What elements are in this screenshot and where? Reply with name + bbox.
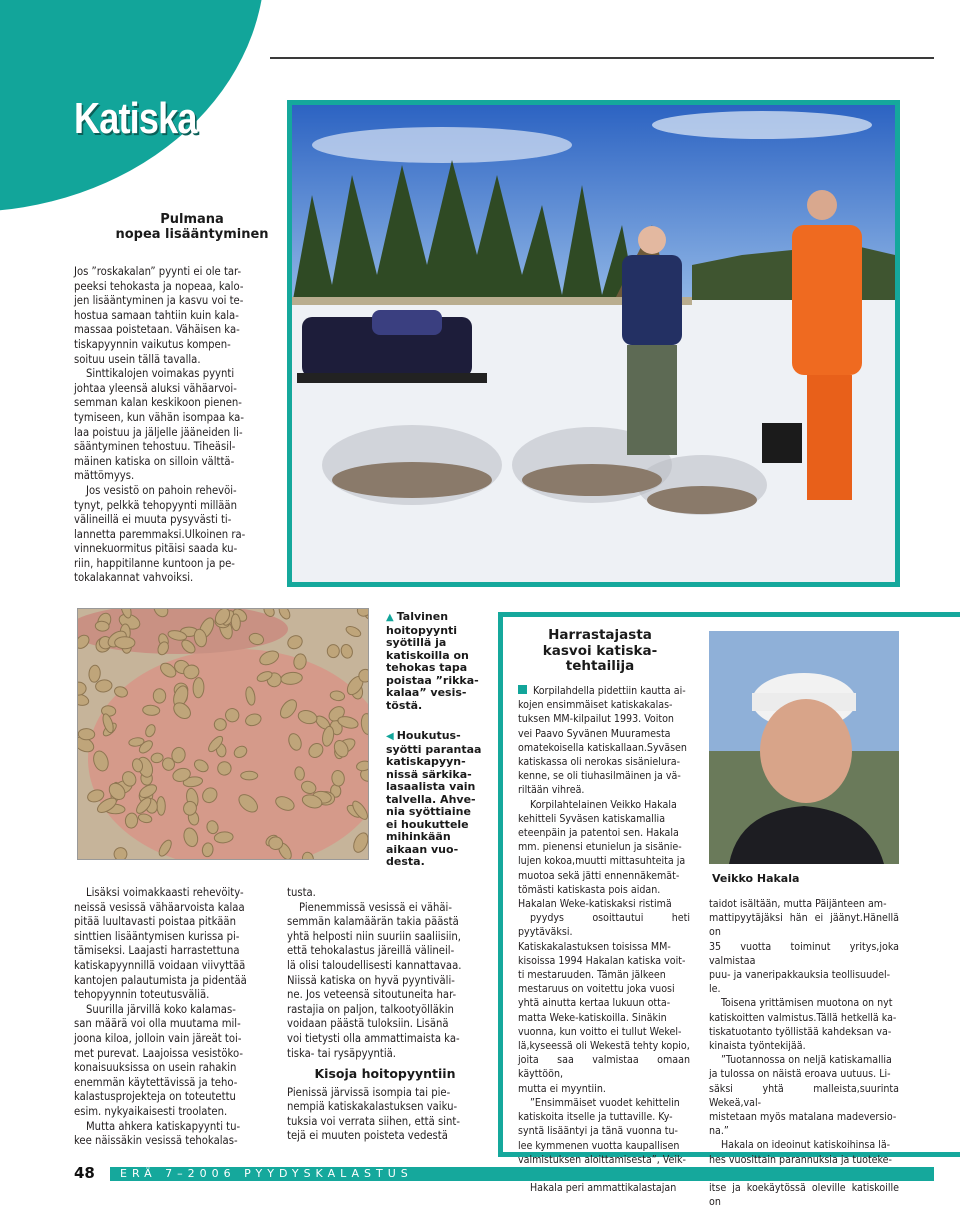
text-line: tynyt, pelkkä tehopyynti millään [74,498,237,512]
page-number: 48 [74,1164,95,1182]
text-line: tiska- tai rysäpyyntiä. [287,1046,397,1060]
text-line: syötti parantaa [386,742,482,756]
text-line: puu- ja vaneripakkauksia teollisuudel- [709,969,891,982]
text-line: syötillä ja [386,636,447,649]
text-line: tömästi katiskasta pois aidan. [518,883,661,896]
text-line: katiskoitten valmistus.Tällä hetkellä ka- [709,1011,897,1024]
footer-magazine-name: ERÄ 7–2006 PYYDYSKALASTUS [120,1167,413,1180]
text-line: Sinttikalojen voimakas pyynti [86,367,235,381]
text-line: Pienissä järvissä isompia tai pie- [287,1085,451,1099]
text-line: massaa poistetaan. Vähäisen ka- [74,323,240,337]
text-line: Pienemmissä vesissä ei vähäi- [299,900,452,914]
caption1-line: Talvinen [396,610,449,623]
text-line: semmän kalamäärän takia päästä [287,915,459,929]
text-line: aikaan vuo- [386,842,459,856]
text-line: hoitopyynti [386,623,458,637]
text-line: ja tulossa on näistä eroava uutuus. Li- [709,1068,891,1081]
text-line: rastajia on paljon, talkootyölläkin [287,1002,454,1016]
text-line: katiskoilla on [386,648,469,662]
text-line: eteenpäin ja patentoi sen. Hakala [518,827,679,840]
text-line: semman kalan keskikoon pienen- [74,396,242,410]
text-line: na.” [709,1125,729,1138]
text-line: vei Paavo Syvänen Muuramesta [518,727,671,740]
text-line: tokalakannat vahvoiksi. [74,571,194,585]
text-line: tehopyynnin toteutusväliä. [74,988,210,1002]
text-line: peeksi tehokasta ja nopeaa, kalo- [74,279,244,293]
text-line: jen lisääntyminen ja kasvu voi te- [74,294,244,308]
headline-line-1: Pulmana [160,212,224,227]
text-line: tejä ei muuten poisteta vedestä [287,1129,448,1143]
text-line: pyydys osoittautui heti pyytäväksi. [518,912,690,939]
text-line: kojen ensimmäiset katiskakalas- [518,699,673,712]
pellet [153,688,166,703]
text-line: että tehokalastus järeillä välineil- [287,944,455,958]
square-bullet-icon [518,685,527,694]
text-line: hes vuosittain parannuksia ja tuoteke- [709,1153,892,1166]
text-line: ti mestaruuden. Tämän jälkeen [518,969,666,982]
text-line: ”Tuotannossa on neljä katiskamallia [721,1054,892,1067]
text-line: talvella. Ahve- [386,792,476,806]
portrait-photo [709,631,899,864]
text-line: nia syöttiaine [386,805,471,818]
text-line: tymiseen, kun vähän isompaa ka- [74,410,244,424]
text-line: kinaista työntekijää. [709,1040,806,1053]
pellet [327,644,339,657]
text-line: mattipyytäjäksi hän ei jäänyt.Hänellä on [709,912,899,939]
text-line: kantojen palautumista ja pidentää [74,973,247,987]
sidebar-column-a [518,684,690,1195]
caption-bait [386,730,486,869]
text-line: san määrä voi olla muutama mil- [74,1017,241,1031]
sidebar-headline [512,628,688,675]
text-line: katiskapyynnillä voidaan viivyttää [74,958,246,972]
text-line: voidaan päästä tuloksiin. Lisänä [287,1017,449,1031]
text-line: lujen kokoa,muutti mittasuhteita ja [518,855,686,868]
caption-winter-fishing [386,611,486,712]
text-line: itse ja koekäytössä oleville katiskoille on [709,1182,899,1209]
text-line: mutta ei myyntiin. [518,1082,606,1095]
text-line: taidot isältään, mutta Päijänteen am- [709,898,887,910]
text-line: katiskapyyn- [386,755,466,768]
text-line: Katiskakalastuksen toisissa MM- [518,940,671,953]
text-line: mm. pienensi etunielun ja sisänie- [518,841,682,854]
text-line: omatekoisella katiskallaan.Syväsen [518,741,687,754]
text-line: Hakala on ideoinut katiskoihinsa lä- [721,1139,891,1152]
text-line: Mutta ahkera katiskapyynti tu- [86,1119,241,1133]
text-line: matta Weke-katiskoilla. Sinäkin [518,1011,667,1024]
text-line: nempiä katiskakalastuksen vaiku- [287,1100,458,1114]
caption2-line: Houkutus- [396,729,461,742]
text-line: Toisena yrittämisen muotona on nyt [721,997,893,1010]
text-line: syntä lisääntyi ja tänä vuonna tu- [518,1125,678,1138]
pellet-photo [77,608,369,860]
text-line: ne. Jos veteensä sitoutuneita har- [287,988,457,1002]
text-line: lannetta paremmaksi.Ulkoinen ra- [74,527,246,541]
text-line: johtaa yleensä aluksi vähäarvoi- [74,381,237,395]
pellet [78,728,95,740]
text-line: sinttien lisääntymisen kurissa pi- [74,929,240,943]
text-line: tehokas tapa [386,661,468,674]
text-line: lee kymmenen vuotta kaupallisen [518,1139,680,1152]
section-title: Katiska [74,94,197,143]
text-line: kisoissa 1994 Hakalan katiska voit- [518,954,686,967]
text-line: tusta. [287,886,316,899]
text-line: kenne, se oli tiuhasilmäinen ja vä- [518,770,681,783]
text-line: tiskatuotanto työllistää kahdeksan va- [709,1025,892,1038]
text-line: riin, happitilanne kuntoon ja pe- [74,556,235,570]
text-line: tehtailija [565,658,635,675]
text-line: hostua samaan tahtiin kuin kala- [74,308,239,322]
text-line: yhtä helposti niin suuriin saaliisiin, [287,929,461,943]
pellet [115,637,135,649]
text-line: Hakala peri ammattikalastajan [530,1182,677,1195]
text-line: kehitteli Syväsen katiskamallia [518,812,666,825]
article-column-1-top [74,265,270,586]
text-line: enemmän käytettävissä ja teho- [74,1075,238,1089]
text-line: pitää luultavasti poistaa pitkään [74,915,236,929]
text-line: katiskassa oli nerokas sisänielura- [518,756,681,769]
text-line: yhtä ainutta kertaa lukuun otta- [518,997,671,1010]
headline-line-2: nopea lisääntyminen [115,226,269,242]
pellet [157,797,166,816]
text-line: katiskoita itselle ja tuttaville. Ky- [518,1111,673,1124]
triangle-left-icon: ◀ [386,731,394,742]
text-line: konaisuuksissa on usein rahakin [74,1061,237,1075]
text-line: neissä vesissä vähäarvoista kalaa [74,900,245,914]
pellet [241,771,258,780]
text-line: esim. nykyaikaisesti troolaten. [74,1104,228,1118]
text-line: Lisäksi voimakkaasti rehevöity- [86,886,244,899]
article-headline [74,213,310,243]
pellet [193,677,204,698]
text-line: Jos vesistö on pahoin rehevöi- [86,483,237,497]
article-column-1-bottom [74,886,270,1149]
text-line: tämiseksi. Laajasti harrastettuna [74,944,240,958]
text-line: desta. [386,855,425,868]
text-line: kee näissäkin vesissä tehokalas- [74,1134,238,1148]
text-line: laa poistuu ja jäljelle jääneiden li- [74,425,243,439]
text-line: tiskapyynnin vaikutus kompen- [74,337,231,351]
text-line: vuonna, kun voitto ei tullut Wekel- [518,1025,682,1038]
text-line: muotoa sekä jätti ennennäkemät- [518,869,680,882]
text-line: joona kiloa, jolloin vain järeät toi- [74,1031,242,1045]
text-line: mättömyys. [74,469,135,483]
text-line: ”Ensimmäiset vuodet kehittelin [530,1096,680,1109]
triangle-up-icon: ▲ [386,612,394,623]
text-line: Hakalan Weke-katiskaksi ristimä [518,898,672,911]
text-line: lä,kyseessä oli Wekestä tehty kopio, [518,1040,690,1053]
text-line: tuksen MM-kilpailut 1993. Voiton [518,713,674,726]
text-line: kalaa” vesis- [386,686,467,699]
text-line: voi tietysti olla ammattimaista ka- [287,1031,460,1045]
veikko-hakala-portrait [709,631,899,864]
text-line: ei houkuttele [386,817,469,831]
subheading: Kisoja hoitopyyntiin [314,1066,456,1082]
text-line: Jos ”roskakalan” pyynti ei ole tar- [74,265,242,278]
text-line: lasaalista vain [386,780,476,793]
text-line: poistaa ”rikka- [386,673,479,687]
text-line: mistetaan myös matalana madeversio- [709,1111,897,1124]
top-rule [270,57,934,59]
text-line: met purevat. Laajoissa vesistöko- [74,1046,243,1060]
text-line: riltään vihreä. [518,784,585,797]
text-line: mestaruus on voitettu joka vuosi [518,983,675,996]
text-line: Suurilla järvillä koko kalamas- [86,1002,236,1016]
text-line: 35 vuotta toiminut yritys,joka valmistaa [709,940,899,967]
text-line: nissä särkika- [386,767,472,781]
text-line: kasvoi katiska- [542,642,658,659]
portrait-caption: Veikko Hakala [712,872,800,885]
text-line: mäinen katiska on silloin välttä- [74,454,235,468]
text-line: tuksia voi verrata siihen, että sint- [287,1114,460,1128]
text-line: Niissä katiska on hyvä pyyntiväli- [287,973,455,987]
text-line: säksi yhtä malleista,suurinta Wekeä,val- [709,1082,899,1109]
text-line: le. [709,983,721,996]
text-line-content: Korpilahdella pidettiin kautta ai- [533,685,686,697]
article-column-2-bottom [287,886,483,1144]
text-line: soituu usein tällä tavalla. [74,352,201,366]
ice-fishing-scene [292,105,895,582]
text-line: kalastusprojekteja on toteutettu [74,1090,236,1104]
ice-fishing-photo [287,100,900,587]
text-line [518,684,690,698]
text-line: töstä. [386,698,423,712]
text-line: valmistuksen aloittamisesta”, Veik- [518,1153,686,1166]
text-line: välineillä ei muuta pysyvästi ti- [74,513,232,527]
text-line: Korpilahtelainen Veikko Hakala [530,798,677,811]
text-line: mihinkään [386,830,451,843]
text-line: sääntyminen tehostuu. Tiheäsil- [74,440,236,454]
text-line: Harrastajasta [548,627,652,643]
pellet [268,836,283,850]
pellet-hand-image [78,609,369,860]
pellet [217,761,232,776]
text-line: vinnekuormitus pitäisi saada ku- [74,542,238,556]
text-line: lä olisi taloudellisesti kannattavaa. [287,958,462,972]
text-line: joita saa valmistaa omaan käyttöön, [518,1054,690,1081]
sidebar-column-b [709,897,899,1209]
